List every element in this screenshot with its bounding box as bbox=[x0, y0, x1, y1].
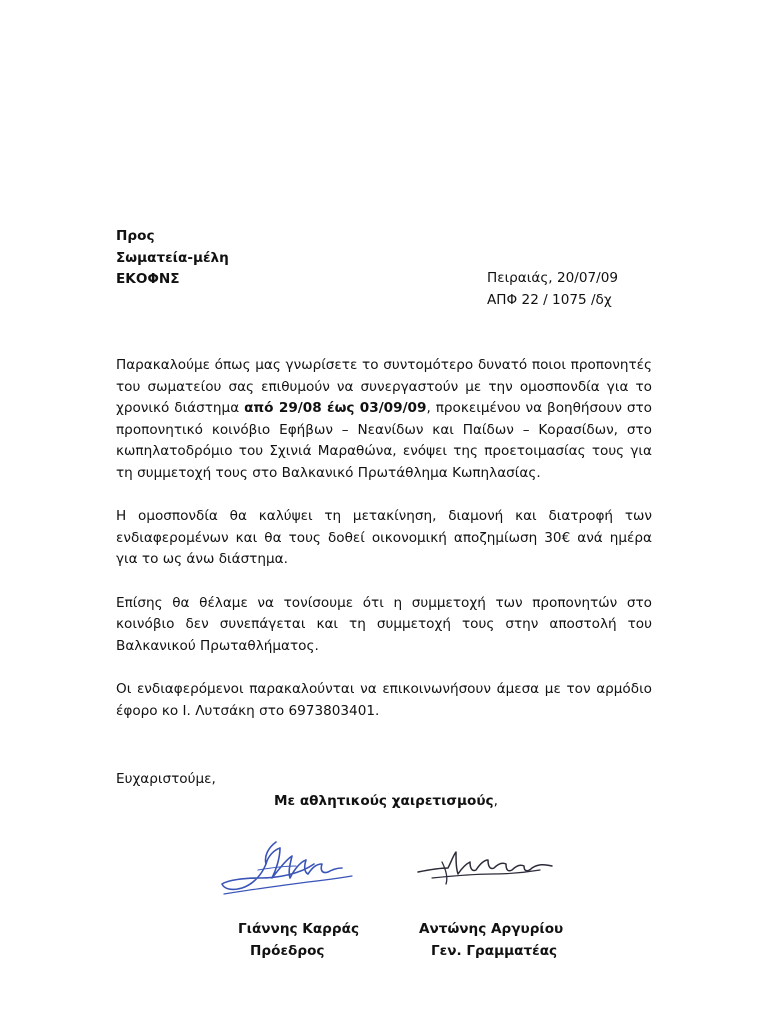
closing-greeting bbox=[274, 791, 498, 813]
thanks-line: Ευχαριστούμε, bbox=[116, 771, 216, 787]
paragraph-3: Επίσης θα θέλαμε να τονίσουμε ότι η συμμετοχή των προπονητών στο κοινόβιο δεν συνεπάγεται και τη συμμετοχή τους στην αποστολή του Βαλκανικού Πρωταθλήματος. bbox=[116, 594, 652, 654]
paragraph-2: Η ομοσπονδία θα καλύψει τη μετακίνηση, διαμονή και διατροφή των ενδιαφερομένων και θα τους δοθεί οικονομική αποζημίωση 30€ ανά ημέρα για το ως άνω διάστημα. bbox=[116, 508, 652, 568]
signature-secretary bbox=[412, 842, 562, 892]
signer-role-president: Πρόεδρος bbox=[250, 943, 325, 959]
signer-name-secretary: Αντώνης Αργυρίου bbox=[419, 921, 564, 937]
recipient-line-2: Σωματεία-μέλη bbox=[116, 249, 229, 266]
place-date: Πειραιάς, 20/07/09 bbox=[487, 270, 618, 286]
paragraph-1-start: Παρακαλούμε όπως μας γνωρίσετε το συντομότερο δυνατό ποιοι προπονητές του σωματείου σας επιθυμούν να συνεργαστούν με την ομοσπονδία για το χρονικό διάστημα bbox=[116, 357, 652, 417]
paragraph-4: Οι ενδιαφερόμενοι παρακαλούνται να επικοινωνήσουν άμεσα με τον αρμόδιο έφορο κο Ι. Λυτσάκη στο 6973803401. bbox=[116, 680, 652, 719]
date-range: από 29/08 έως 03/09/09 bbox=[244, 400, 427, 417]
signer-role-secretary: Γεν. Γραμματέας bbox=[431, 943, 558, 959]
signer-name-president: Γιάννης Καρράς bbox=[238, 921, 360, 937]
paragraph-1-end: , προκειμένου να βοηθήσουν στο προπονητικό κοινόβιο Εφήβων – Νεανίδων και Παίδων – Κορασίδων, στο κωπηλατοδρόμιο του Σχινιά Μαραθώνα, ενόψει της προετοιμασίας τους για τη συμμετοχή τους στο Βαλκανικό Πρωτάθλημα Κωπηλασίας. bbox=[116, 400, 652, 481]
paragraph-1 bbox=[116, 355, 652, 485]
recipient-line-3: ΕΚΟΦΝΣ bbox=[116, 271, 180, 287]
greeting-text: Με αθλητικούς χαιρετισμούς bbox=[274, 793, 494, 809]
reference-number: ΑΠΦ 22 / 1075 /δχ bbox=[487, 291, 612, 308]
greeting-comma: , bbox=[493, 793, 498, 809]
letter-meta bbox=[487, 268, 618, 311]
recipient-line-1: Προς bbox=[116, 228, 155, 244]
letter-body bbox=[116, 355, 652, 744]
signature-president bbox=[218, 834, 358, 900]
recipient-block bbox=[116, 226, 229, 291]
